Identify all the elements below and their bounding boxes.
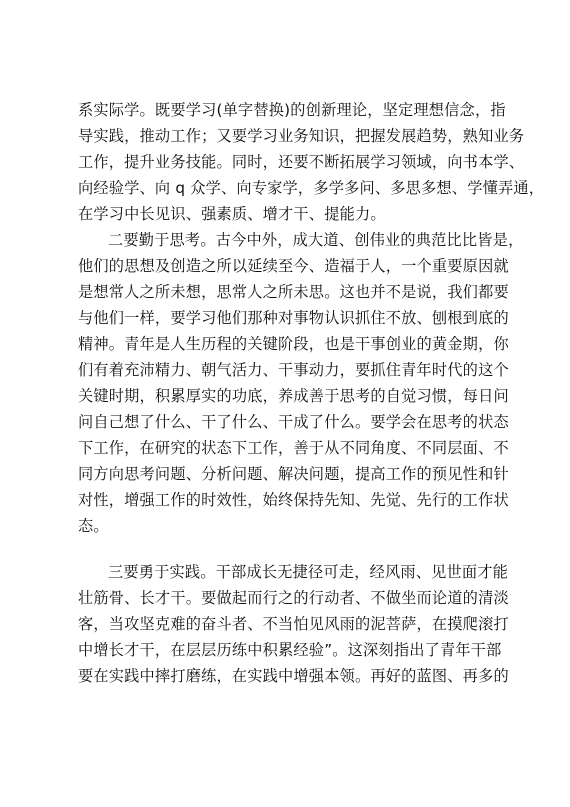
text-line-12: 关键时期，积累厚实的功底，养成善于思考的自觉习惯，每日问 (78, 387, 509, 405)
text-line-1: 系实际学。既要学习(单字替换)的创新理论，坚定理想信念，指 (78, 101, 506, 119)
text-line-11: 们有着充沛精力、朝气活力、干事动力，要抓住青年时代的这个 (78, 361, 509, 379)
text-line-5: 在学习中长见识、强素质、增才干、提能力。 (78, 205, 386, 223)
text-line-14: 下工作，在研究的状态下工作，善于从不同角度、不同层面、不 (78, 439, 509, 457)
text-line-21: 中增长才干，在层层历练中积累经验”。这深刻指出了青年干部 (78, 641, 502, 659)
text-line-22: 要在实践中摔打磨练，在实践中增强本领。再好的蓝图、再多的 (78, 667, 509, 685)
text-line-10: 精神。青年是人生历程的关键阶段，也是干事创业的黄金期，你 (78, 335, 509, 353)
text-line-3: 工作，提升业务技能。同时，还要不断拓展学习领域，向书本学、 (78, 153, 525, 171)
text-line-19: 壮筋骨、长才干。要做起而行之的行动者、不做坐而论道的清淡 (78, 589, 509, 607)
text-line-9: 与他们一样，要学习他们那种对事物认识抓住不放、刨根到底的 (78, 309, 509, 327)
text-line-2: 导实践，推动工作；又要学习业务知识，把握发展趋势，熟知业务 (78, 127, 525, 145)
text-line-16: 对性，增强工作的时效性，始终保持先知、先觉、先行的工作状 (78, 491, 509, 509)
paragraph-2-start: 二要勤于思考。古今中外，成大道、创伟业的典范比比皆是， (108, 231, 524, 249)
text-line-8: 是想常人之所未想，思常人之所未思。这也并不是说，我们都要 (78, 283, 509, 301)
text-line-13: 问自己想了什么、干了什么、干成了什么。要学会在思考的状态 (78, 413, 509, 431)
text-line-15: 同方向思考问题、分析问题、解决问题，提高工作的预见性和针 (78, 465, 509, 483)
text-line-7: 他们的思想及创造之所以延续至今、造福于人，一个重要原因就 (78, 257, 509, 275)
text-line-4: 向经验学、向 q 众学、向专家学，多学多问、多思多想、学懂弄通， (78, 179, 545, 197)
paragraph-3-start: 三要勇于实践。干部成长无捷径可走，经风雨、见世面才能 (108, 563, 509, 581)
text-line-20: 客，当攻坚克难的奋斗者、不当怕见风雨的泥菩萨，在摸爬滚打 (78, 615, 509, 633)
text-line-17: 态。 (78, 517, 109, 535)
